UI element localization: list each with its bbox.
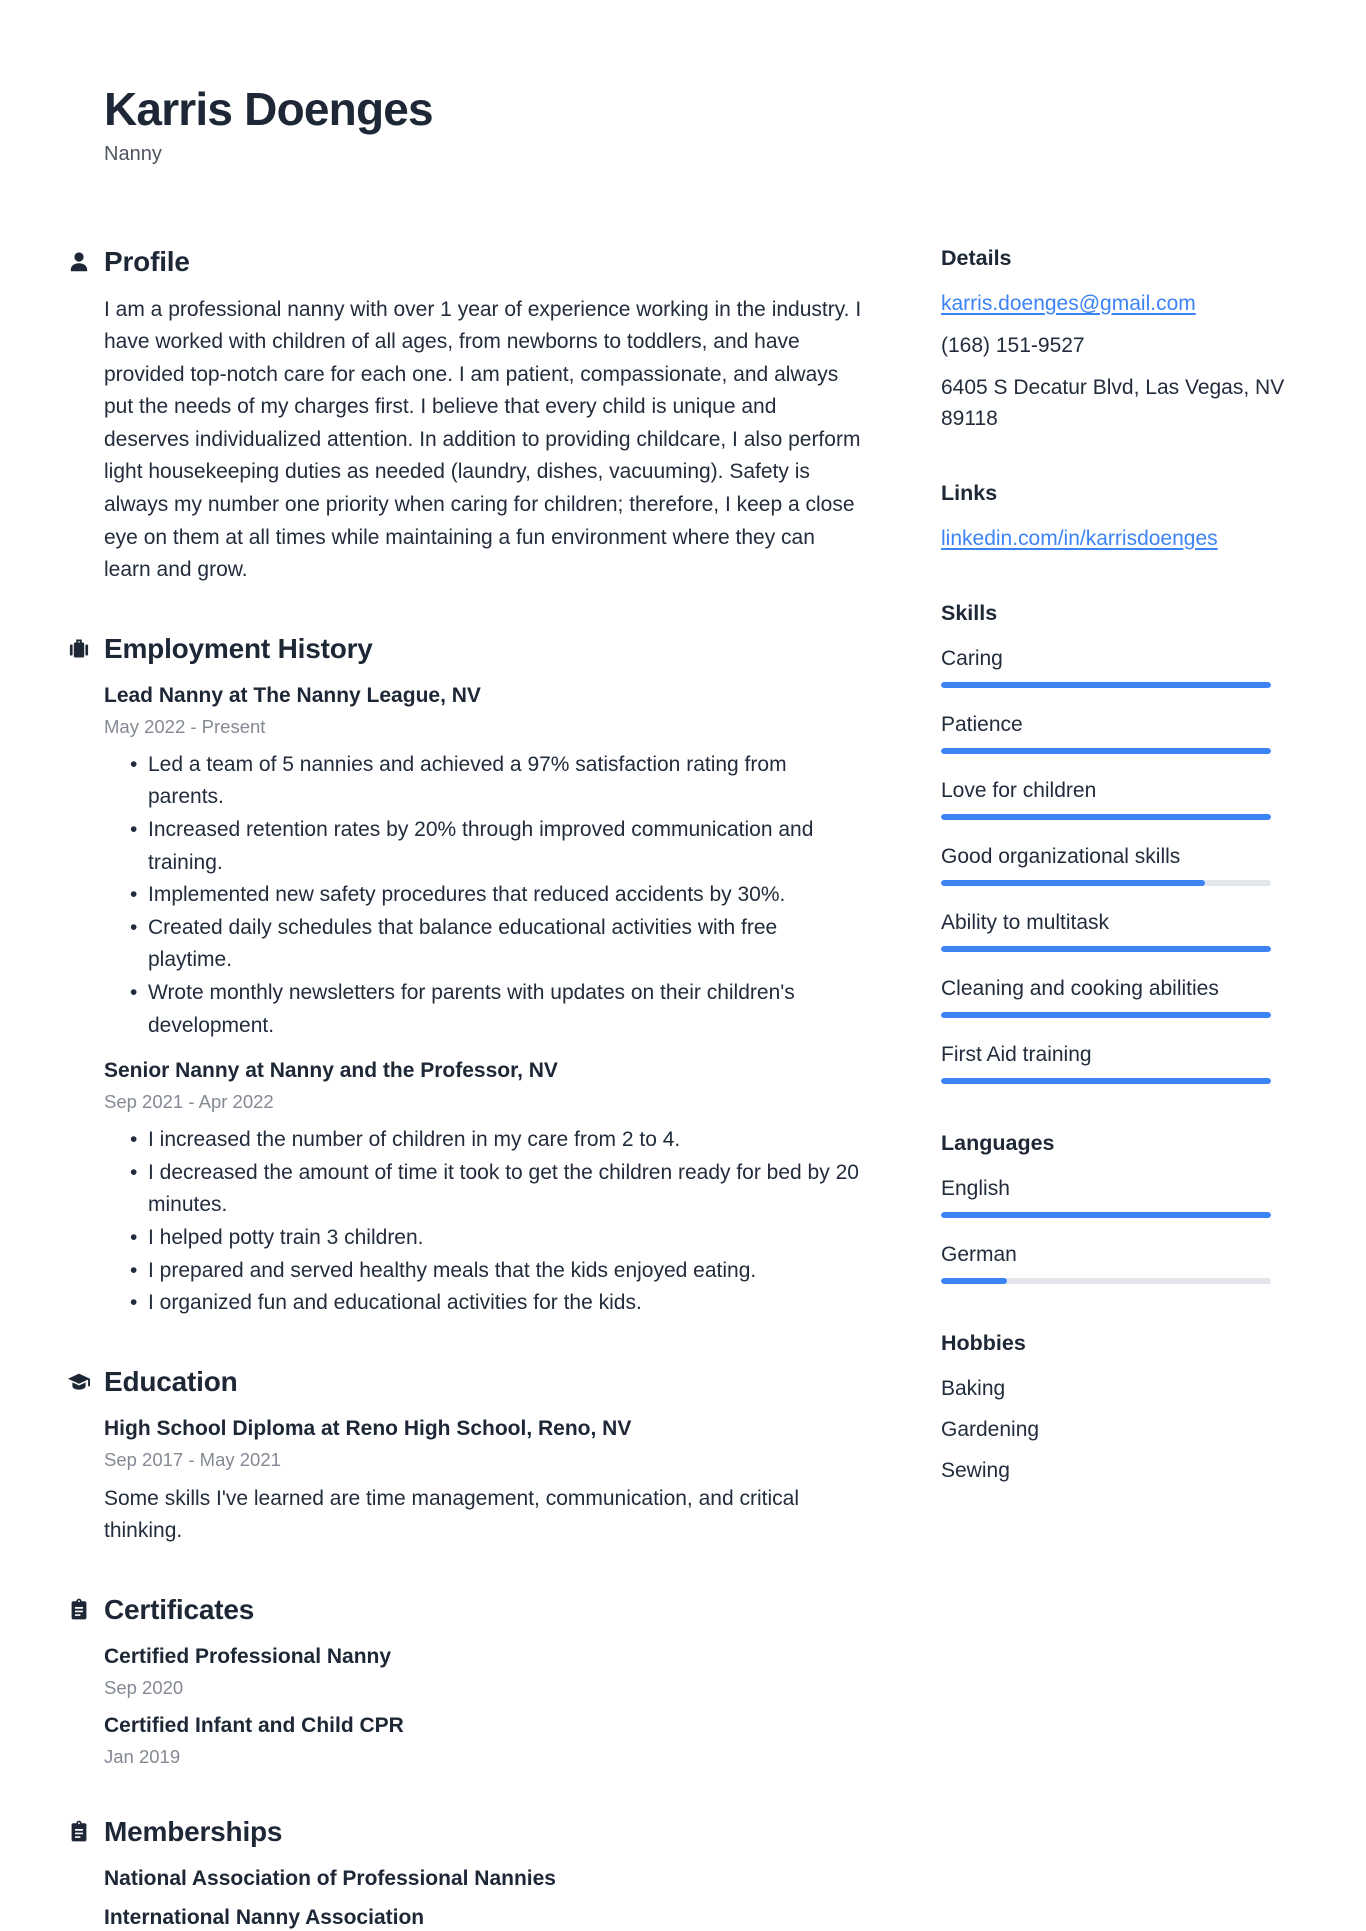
job-bullet: • I organized fun and educational activities for the kids. <box>148 1287 864 1320</box>
skill-bar-fill <box>941 1078 1271 1084</box>
phone-number: (168) 151-9527 <box>941 333 1085 357</box>
clipboard-icon <box>67 1598 91 1622</box>
linkedin-link[interactable]: linkedin.com/in/karrisdoenges <box>941 526 1218 550</box>
resume-header <box>104 84 1366 166</box>
job-title: Senior Nanny at Nanny and the Professor, NV <box>104 1059 558 1083</box>
candidate-job-title: Nanny <box>104 142 162 165</box>
languages-block <box>941 1131 1271 1284</box>
skill-item <box>941 1039 1271 1084</box>
job-bullet: • I decreased the amount of time it took to get the children ready for bed by 20 minutes. <box>148 1157 864 1222</box>
links-block <box>941 481 1271 554</box>
language-item <box>941 1239 1271 1284</box>
graduation-cap-icon <box>67 1370 91 1394</box>
job-dates: May 2022 - Present <box>104 715 266 737</box>
language-bar <box>941 1278 1271 1284</box>
sidebar <box>941 245 1285 1931</box>
skill-bar <box>941 748 1271 754</box>
memberships-section <box>104 1816 864 1931</box>
certificates-heading: Certificates <box>104 1593 255 1625</box>
address-line-2: 89118 <box>941 406 998 430</box>
person-icon <box>67 250 91 274</box>
certificate-title: Certified Infant and Child CPR <box>104 1713 404 1737</box>
education-dates: Sep 2017 - May 2021 <box>104 1448 281 1470</box>
job-entry <box>104 681 864 1042</box>
job-bullet: • I prepared and served healthy meals that the kids enjoyed eating. <box>148 1255 864 1288</box>
certificate-dates: Sep 2020 <box>104 1676 184 1698</box>
skill-bar <box>941 1078 1271 1084</box>
skill-label: Caring <box>941 646 1003 670</box>
memberships-heading: Memberships <box>104 1815 283 1847</box>
hobby-item: Gardening <box>941 1417 1040 1441</box>
language-label: German <box>941 1242 1017 1266</box>
job-bullet: • Implemented new safety procedures that reduced accidents by 30%. <box>148 879 864 912</box>
employment-section <box>104 633 864 1320</box>
skill-bar-fill <box>941 682 1271 688</box>
skill-label: Patience <box>941 712 1023 736</box>
skill-bar <box>941 814 1271 820</box>
job-title: Lead Nanny at The Nanny League, NV <box>104 683 481 707</box>
job-entry <box>104 1056 864 1320</box>
language-item <box>941 1173 1271 1218</box>
education-heading: Education <box>104 1365 238 1397</box>
skill-bar-fill <box>941 880 1205 886</box>
education-title: High School Diploma at Reno High School, Reno, NV <box>104 1416 632 1440</box>
membership-item: International Nanny Association <box>104 1905 425 1929</box>
skill-label: Ability to multitask <box>941 910 1110 934</box>
candidate-name: Karris Doenges <box>104 83 433 135</box>
membership-item: National Association of Professional Nannies <box>104 1866 556 1890</box>
details-heading: Details <box>941 245 1012 270</box>
skill-item <box>941 643 1271 688</box>
skill-label: Love for children <box>941 778 1097 802</box>
email-link[interactable]: karris.doenges@gmail.com <box>941 291 1196 315</box>
skill-bar <box>941 880 1271 886</box>
profile-section <box>104 246 864 587</box>
skill-bar-fill <box>941 748 1271 754</box>
skill-label: Good organizational skills <box>941 844 1181 868</box>
hobbies-heading: Hobbies <box>941 1330 1026 1355</box>
hobby-item: Sewing <box>941 1458 1010 1482</box>
skill-item <box>941 709 1271 754</box>
skill-bar-fill <box>941 1012 1271 1018</box>
certificates-section <box>104 1594 864 1770</box>
hobby-item: Baking <box>941 1376 1006 1400</box>
skill-item <box>941 841 1271 886</box>
skills-heading: Skills <box>941 600 998 625</box>
certificate-dates: Jan 2019 <box>104 1745 181 1767</box>
job-bullet-list <box>104 1124 864 1320</box>
job-bullet: • I helped potty train 3 children. <box>148 1222 864 1255</box>
profile-heading: Profile <box>104 245 190 277</box>
profile-text: I am a professional nanny with over 1 year of experience working in the industry. I have worked with children of all ages, from newborns to toddlers, and have provided top-notch care for each one. I am patient, compassionate, and always put the needs of my charges first. I believe that every child is unique and deserves individualized attention. In addition to providing childcare, I also perform light housekeeping duties as needed (laundry, dishes, vacuuming). Safety is always my number one priority when caring for children; therefore, I keep a close eye on them at all times while maintaining a fun environment where they can learn and grow. <box>104 297 862 582</box>
job-bullet: • Led a team of 5 nannies and achieved a 97% satisfaction rating from parents. <box>148 749 864 814</box>
address-line-1: 6405 S Decatur Blvd, Las Vegas, NV <box>941 375 1285 399</box>
skill-item <box>941 907 1271 952</box>
language-bar-fill <box>941 1278 1007 1284</box>
languages-heading: Languages <box>941 1130 1055 1155</box>
job-bullet: • I increased the number of children in my care from 2 to 4. <box>148 1124 864 1157</box>
certificate-entry <box>104 1711 864 1770</box>
details-block <box>941 245 1285 434</box>
job-bullet: • Wrote monthly newsletters for parents with updates on their children's development. <box>148 977 864 1042</box>
skill-bar-fill <box>941 814 1271 820</box>
language-bar <box>941 1212 1271 1218</box>
job-bullet-list <box>104 749 864 1042</box>
language-label: English <box>941 1176 1010 1200</box>
clipboard-icon <box>67 1820 91 1844</box>
job-bullet: • Increased retention rates by 20% through improved communication and training. <box>148 814 864 879</box>
education-section <box>104 1366 864 1548</box>
education-description: Some skills I've learned are time management, communication, and critical thinking. <box>104 1486 799 1543</box>
certificate-title: Certified Professional Nanny <box>104 1644 392 1668</box>
job-bullet: • Created daily schedules that balance educational activities with free playtime. <box>148 912 864 977</box>
language-bar-fill <box>941 1212 1271 1218</box>
skill-bar <box>941 946 1271 952</box>
skill-bar <box>941 1012 1271 1018</box>
main-column <box>104 246 864 1931</box>
hobbies-block <box>941 1331 1271 1486</box>
skill-label: First Aid training <box>941 1042 1092 1066</box>
skill-item <box>941 973 1271 1018</box>
employment-heading: Employment History <box>104 632 373 664</box>
education-entry <box>104 1414 864 1548</box>
skill-bar-fill <box>941 946 1271 952</box>
briefcase-icon <box>67 637 91 661</box>
links-heading: Links <box>941 480 998 505</box>
skill-item <box>941 775 1271 820</box>
skill-label: Cleaning and cooking abilities <box>941 976 1219 1000</box>
certificate-entry <box>104 1642 864 1701</box>
skills-block <box>941 601 1271 1084</box>
job-dates: Sep 2021 - Apr 2022 <box>104 1091 274 1113</box>
skill-bar <box>941 682 1271 688</box>
